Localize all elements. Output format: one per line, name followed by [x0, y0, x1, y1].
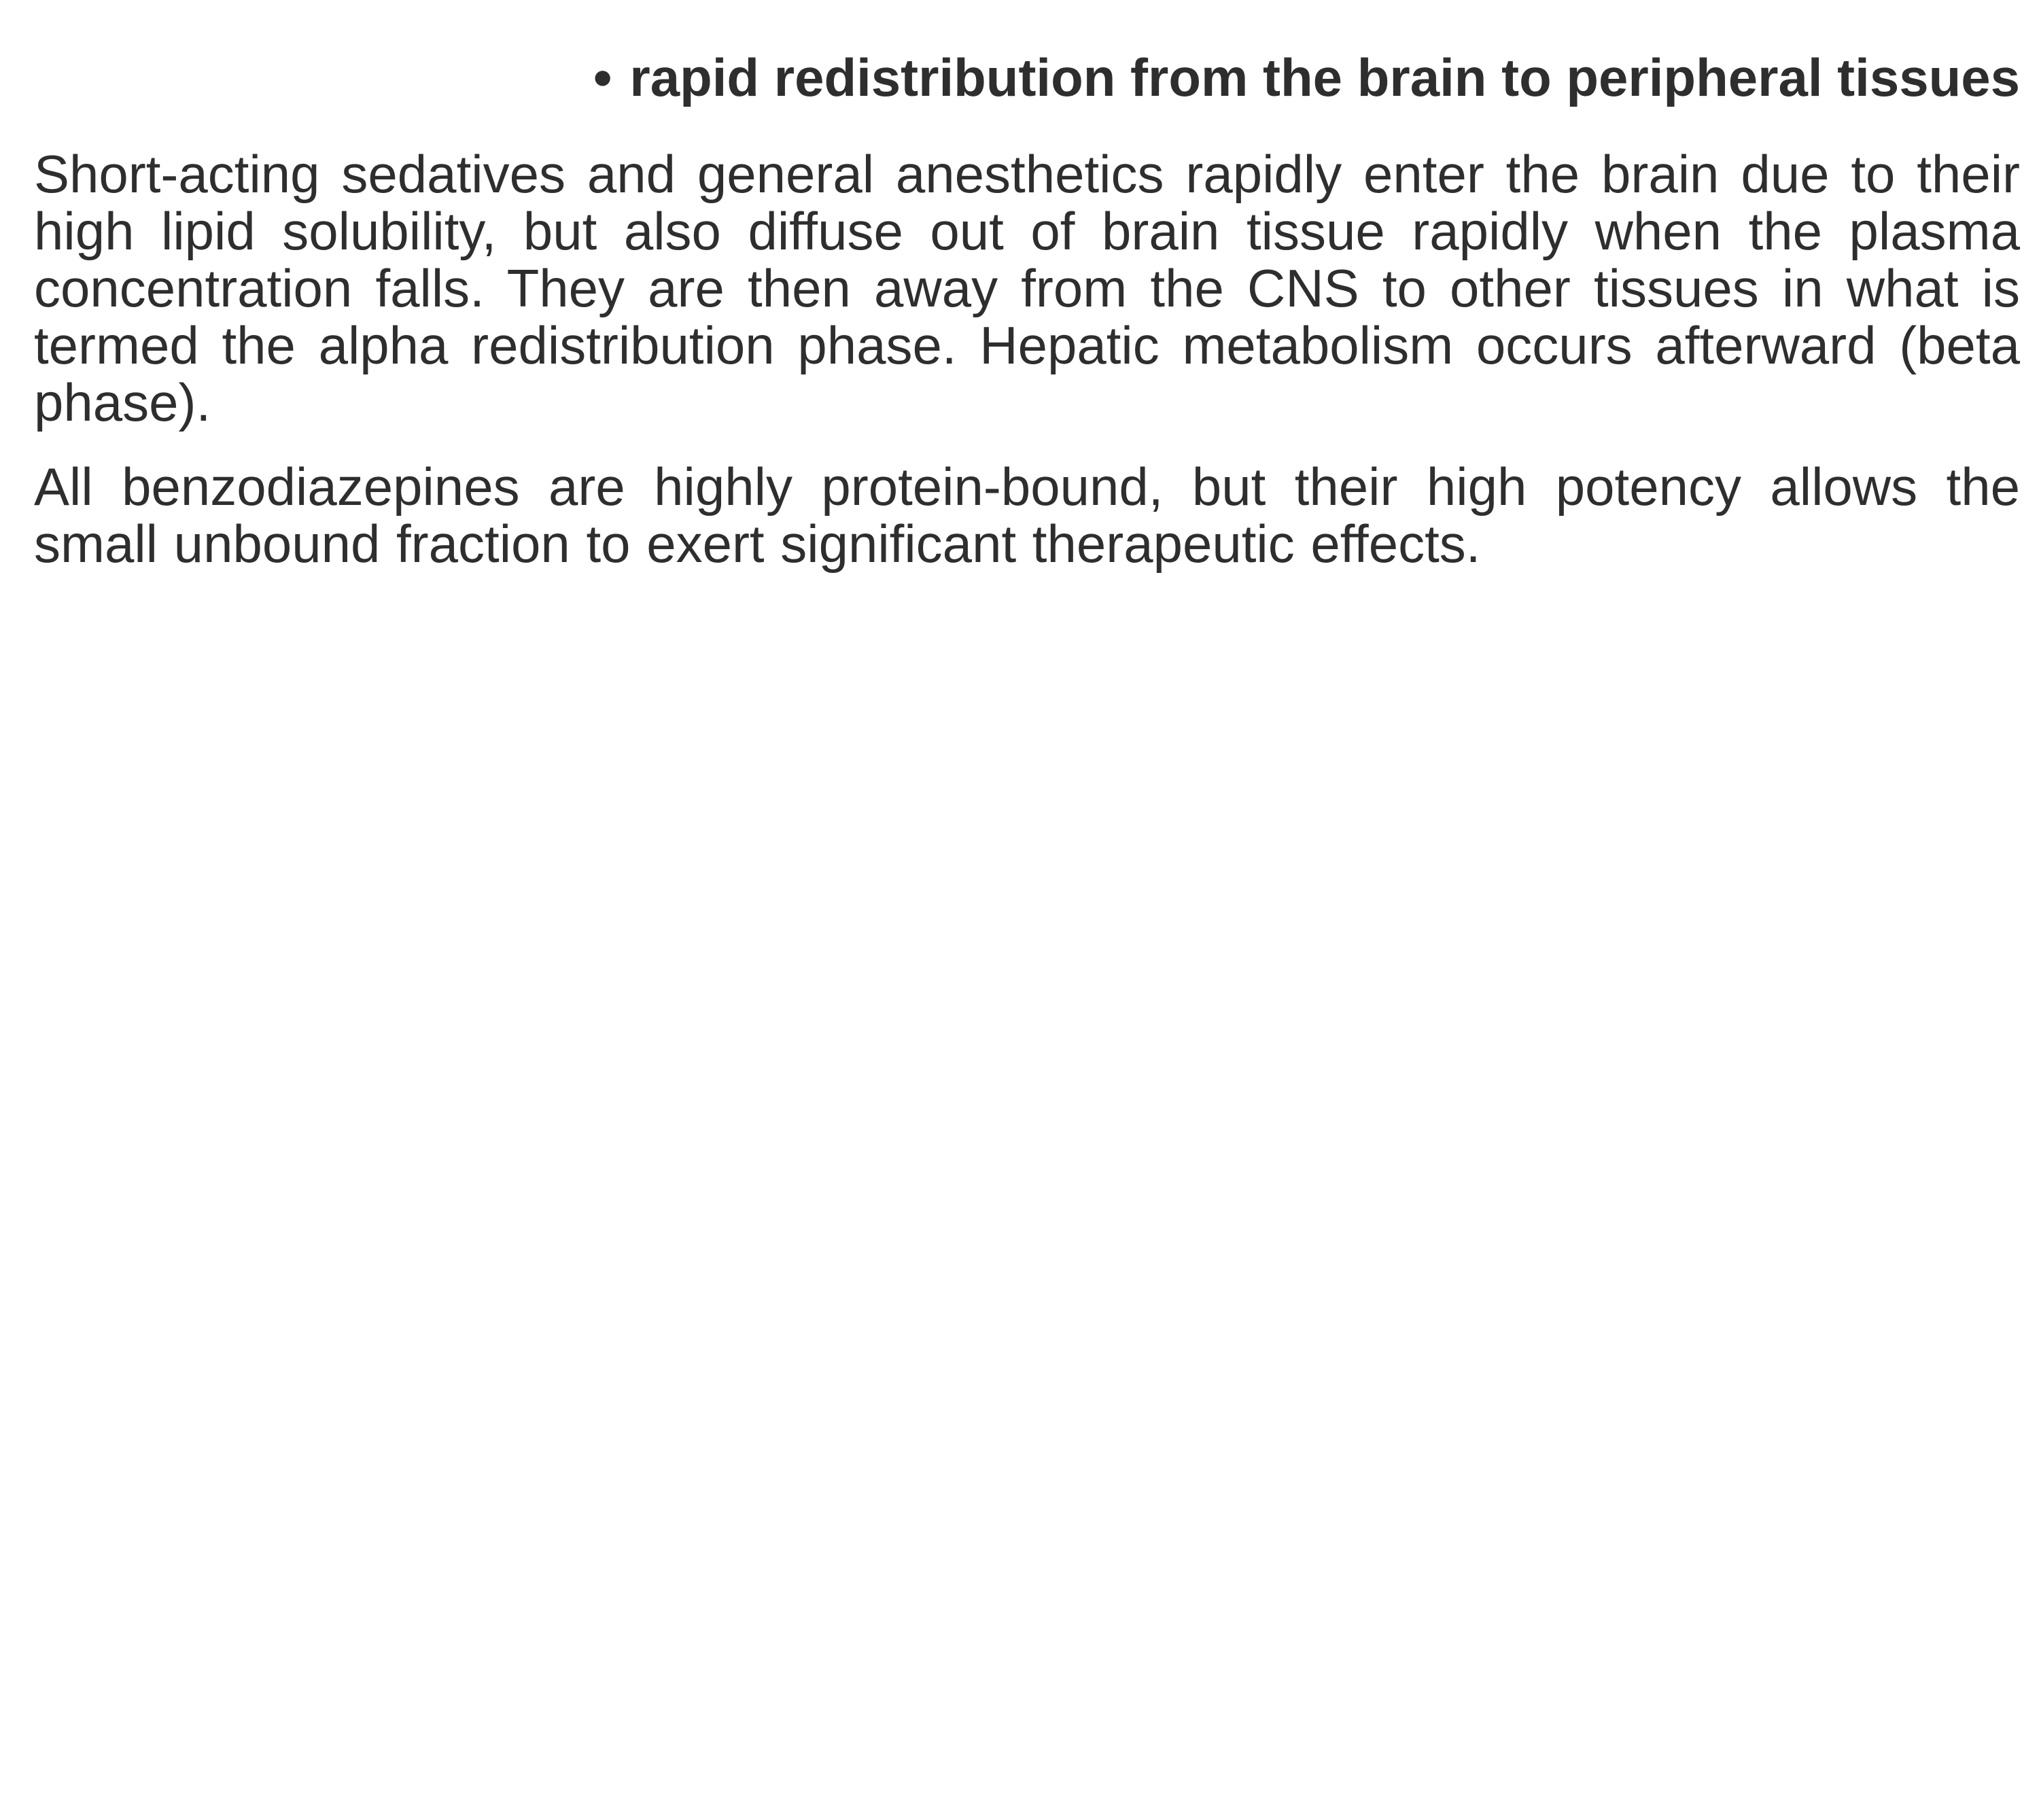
bullet-marker: •	[593, 48, 612, 107]
paragraph-redistribution: Short-acting sedatives and general anesthetics rapidly enter the brain due to their high lipid solubility, but also diffuse out of brain tissue rapidly when the plasma concentration falls. They are then away from the CNS to other tissues in what is termed the alpha redistribution phase. Hepatic metabolism occurs afterward (beta phase).	[34, 144, 2020, 432]
document-page	[34, 39, 2020, 599]
paragraph-protein-binding: All benzodiazepines are highly protein-bound, but their high potency allows the small unbound fraction to exert significant therapeutic effects.	[34, 457, 2020, 574]
section-heading	[34, 39, 2020, 116]
section-heading-text: rapid redistribution from the brain to peripheral tissues	[629, 48, 2020, 107]
